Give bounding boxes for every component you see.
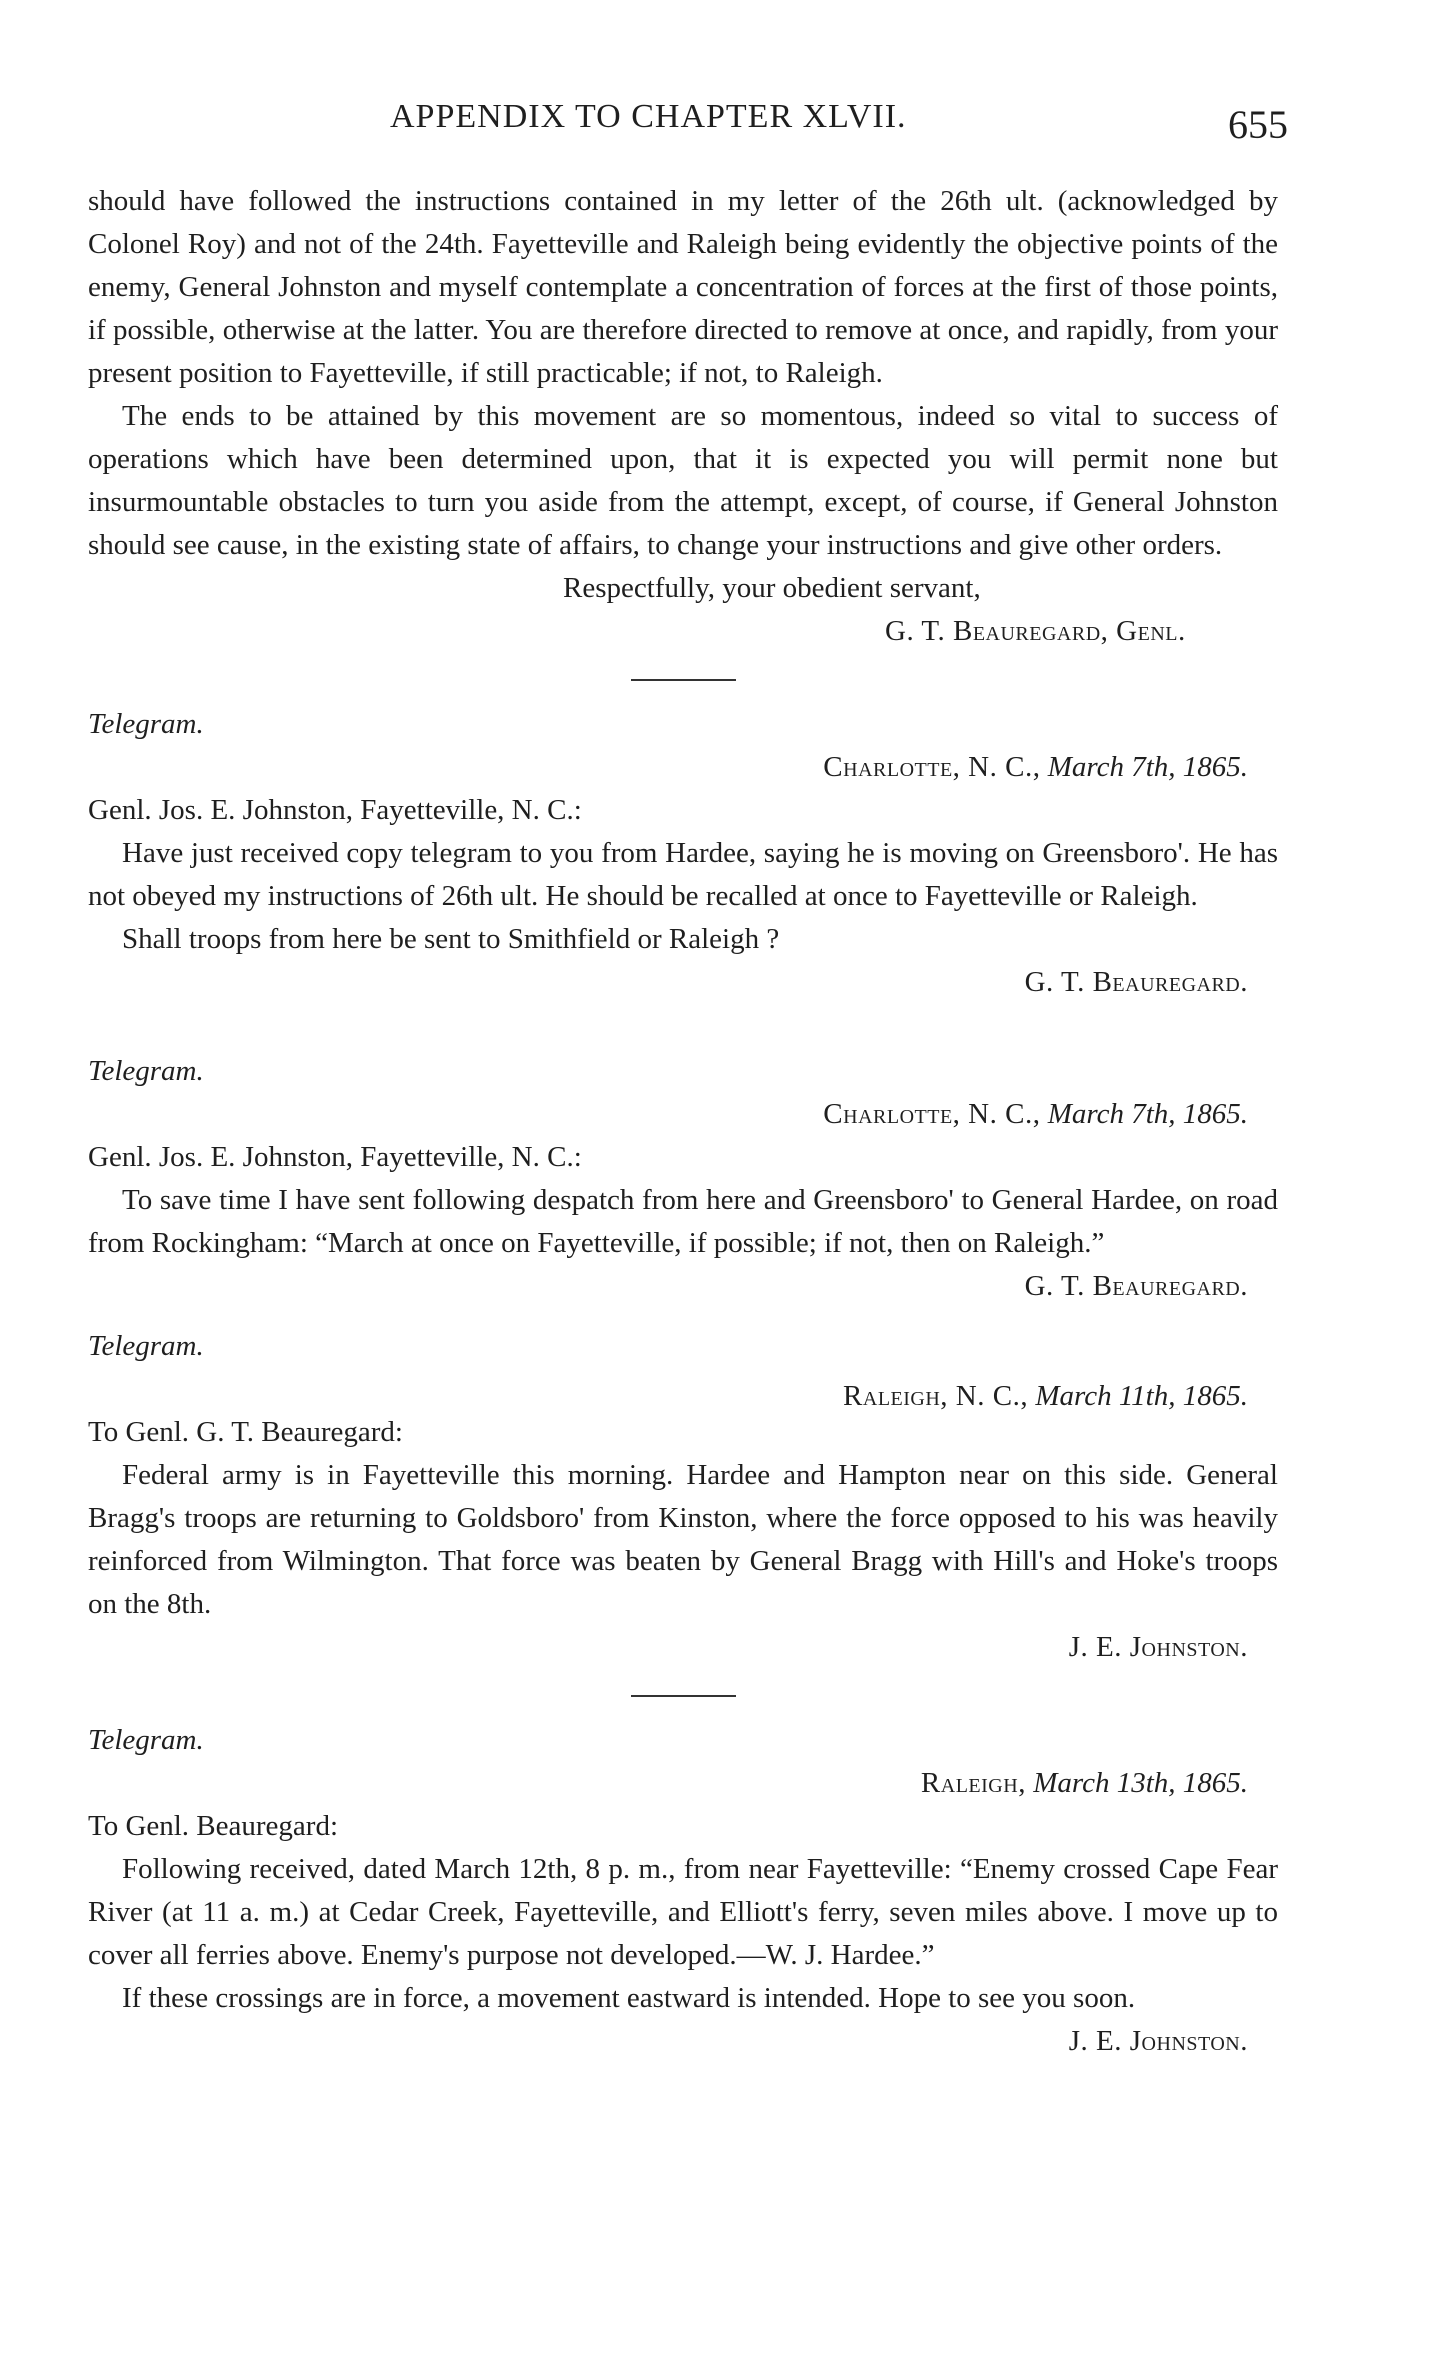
telegram-addressee: Genl. Jos. E. Johnston, Fayetteville, N. C.: [88,794,582,826]
telegram-body [88,1977,1278,2057]
page-number: 655 [1228,102,1288,147]
telegram-addressee: To Genl. Beauregard: [88,1810,339,1842]
telegram-place: Raleigh, [920,1767,1026,1799]
telegram-body: Following received, dated March 12th, 8 p. m., from near Fayetteville: “Enemy crossed Cape Fear River (at 11 a. m.) at Cedar Creek, Fayetteville, and Elliott's ferry, seven miles above. I move up to cover all ferries above. Enemy's purpose not developed.—W. J. Hardee.” [88,1853,1278,1971]
telegram-signature: J. E. Johnston. [1068,1631,1248,1663]
telegram-label: Telegram. [88,708,204,740]
telegram-addressee: Genl. Jos. E. Johnston, Fayetteville, N. C.: [88,1141,582,1173]
telegram [88,1050,1278,1302]
telegram-label: Telegram. [88,1055,204,1087]
telegram-signature: J. E. Johnston. [1068,2025,1248,2057]
telegram-body-text: If these crossings are in force, a movement eastward is intended. Hope to see you soon. [122,1982,1136,2014]
telegram-label: Telegram. [88,1724,204,1756]
letter-paragraph: The ends to be attained by this movement are so momentous, indeed so vital to success of operations which have been determined upon, that it is expected you will permit none but insurmountable obstacles to turn you aside from the attempt, except, of course, if General Johnston should see cause, in the existing state of affairs, to change your instructions and give other orders. [88,400,1278,561]
letter-signature: G. T. Beauregard, Genl. [885,615,1186,647]
telegram-signature: G. T. Beauregard. [1024,966,1248,998]
telegram-heading [88,1050,1278,1136]
section-divider [631,679,736,681]
section-divider [631,1695,736,1697]
telegram-date: March 7th, 1865. [1047,751,1248,783]
running-title: APPENDIX TO CHAPTER XLVII. [390,98,907,135]
telegram-body [88,1179,1278,1302]
telegram-addressee: To Genl. G. T. Beauregard: [88,1416,403,1448]
telegram-heading [88,1719,1278,1805]
telegram-body: Have just received copy telegram to you from Hardee, saying he is moving on Greensboro'. He has not obeyed my instructions of 26th ult. He should be recalled at once to Fayetteville or Raleigh. [88,837,1278,912]
telegram-place: Charlotte, N. C., [823,751,1041,783]
page-header [0,95,1453,155]
telegram-date: March 13th, 1865. [1033,1767,1248,1799]
telegram-dateline [921,1762,1248,1805]
telegram-signature: G. T. Beauregard. [1024,1270,1248,1302]
telegram-dateline [843,1375,1248,1418]
telegram-date: March 11th, 1865. [1035,1380,1248,1412]
spacer [88,1004,1278,1050]
telegram-body: Shall troops from here be sent to Smithfield or Raleigh ? [122,923,780,955]
telegram-dateline [823,1093,1248,1136]
telegram [88,703,1278,1004]
telegram [88,1325,1278,1669]
telegram-heading [88,1325,1278,1411]
letter-closing: Respectfully, your obedient servant, [563,572,981,604]
telegram-place: Charlotte, N. C., [823,1098,1041,1130]
telegram-body-text: To save time I have sent following despatch from here and Greensboro' to General Hardee, on road from Rockingham: “March at once on Fayetteville, if possible; if not, then on Raleigh.” [88,1184,1278,1259]
telegram-place: Raleigh, N. C., [843,1380,1029,1412]
telegram-dateline [823,746,1248,789]
telegram [88,1719,1278,2057]
letter-paragraph: should have followed the instructions contained in my letter of the 26th ult. (acknowledged by Colonel Roy) and not of the 24th. Fayetteville and Raleigh being evidently the objective points of the enemy, General Johnston and myself contemplate a concentration of forces at the first of those points, if possible, otherwise at the latter. You are therefore directed to remove at once, and rapidly, from your present position to Fayetteville, if still practicable; if not, to Raleigh. [88,185,1278,389]
telegram-body: Federal army is in Fayetteville this morning. Hardee and Hampton near on this side. General Bragg's troops are returning to Goldsboro' from Kinston, where the force opposed to his was heavily reinforced from Wilmington. That force was beaten by General Bragg with Hill's and Hoke's troops on the 8th. [88,1459,1278,1620]
telegram-label: Telegram. [88,1330,204,1362]
telegram-heading [88,703,1278,789]
letter [88,180,1278,653]
telegram-date: March 7th, 1865. [1047,1098,1248,1130]
page-body [88,180,1278,2063]
